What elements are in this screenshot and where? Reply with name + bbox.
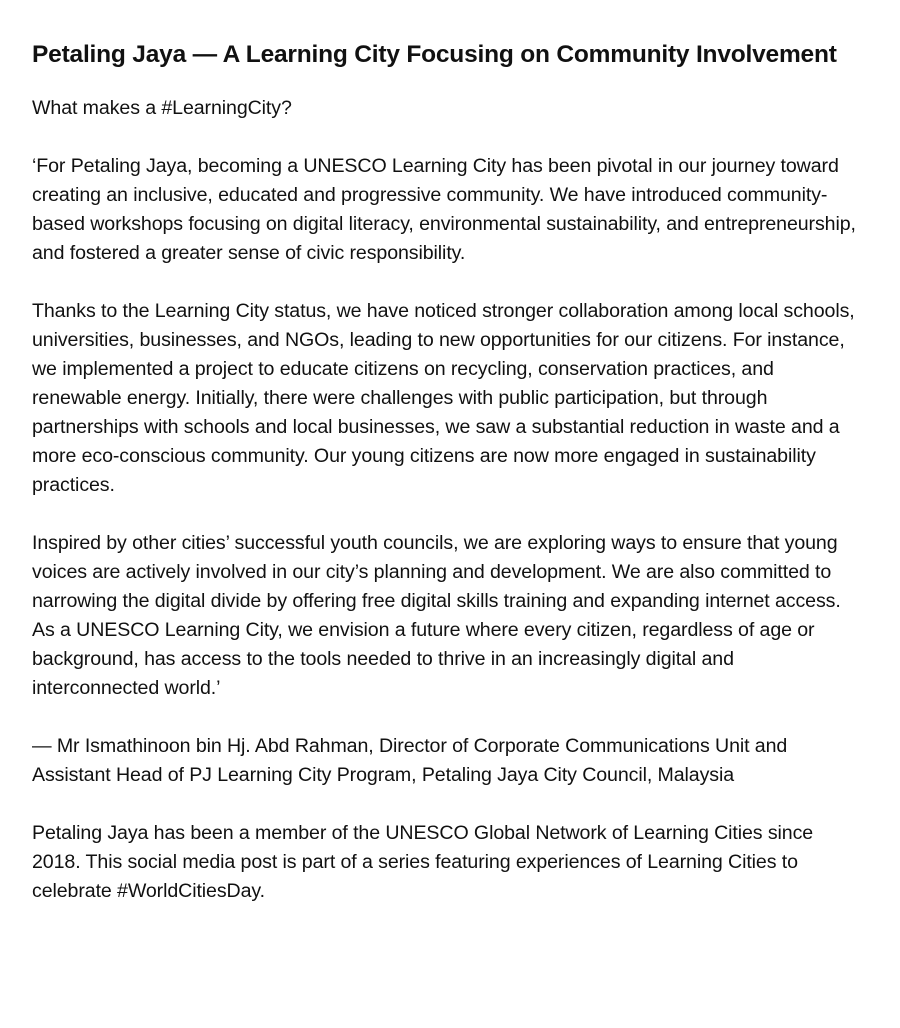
quote-attribution: — Mr Ismathinoon bin Hj. Abd Rahman, Director of Corporate Communications Unit and Assistant Head of PJ Learning City Program, Petaling Jaya City Council, Malaysia xyxy=(32,735,788,786)
quote-paragraph-2: Thanks to the Learning City status, we have noticed stronger collaboration among local schools, universities, businesses, and NGOs, leading to new opportunities for our citizens. For instance, we implemented a project to educate citizens on recycling, conservation practices, and renewable energy. Initially, there were challenges with public participation, but through partnerships with schools and local businesses, we saw a substantial reduction in waste and a more eco-conscious community. Our young citizens are now more engaged in sustainability practices. xyxy=(32,300,855,496)
closing-paragraph: Petaling Jaya has been a member of the UNESCO Global Network of Learning Cities since 2018. This social media post is part of a series featuring experiences of Learning Cities to celebrate #WorldCitiesDay. xyxy=(32,822,814,902)
article-body xyxy=(32,94,862,906)
quote-paragraph-3: Inspired by other cities’ successful youth councils, we are exploring ways to ensure that young voices are actively involved in our city’s planning and development. We are also committed to narrowing the digital divide by offering free digital skills training and expanding internet access. As a UNESCO Learning City, we envision a future where every citizen, regardless of age or background, has access to the tools needed to thrive in an increasingly digital and interconnected world.’ xyxy=(32,532,841,699)
quote-paragraph-1: ‘For Petaling Jaya, becoming a UNESCO Learning City has been pivotal in our journey toward creating an inclusive, educated and progressive community. We have introduced community-based workshops focusing on digital literacy, environmental sustainability, and entrepreneurship, and fostered a greater sense of civic responsibility. xyxy=(32,155,856,264)
page-title: Petaling Jaya — A Learning City Focusing on Community Involvement xyxy=(32,41,837,68)
intro-question: What makes a #LearningCity? xyxy=(32,97,292,119)
